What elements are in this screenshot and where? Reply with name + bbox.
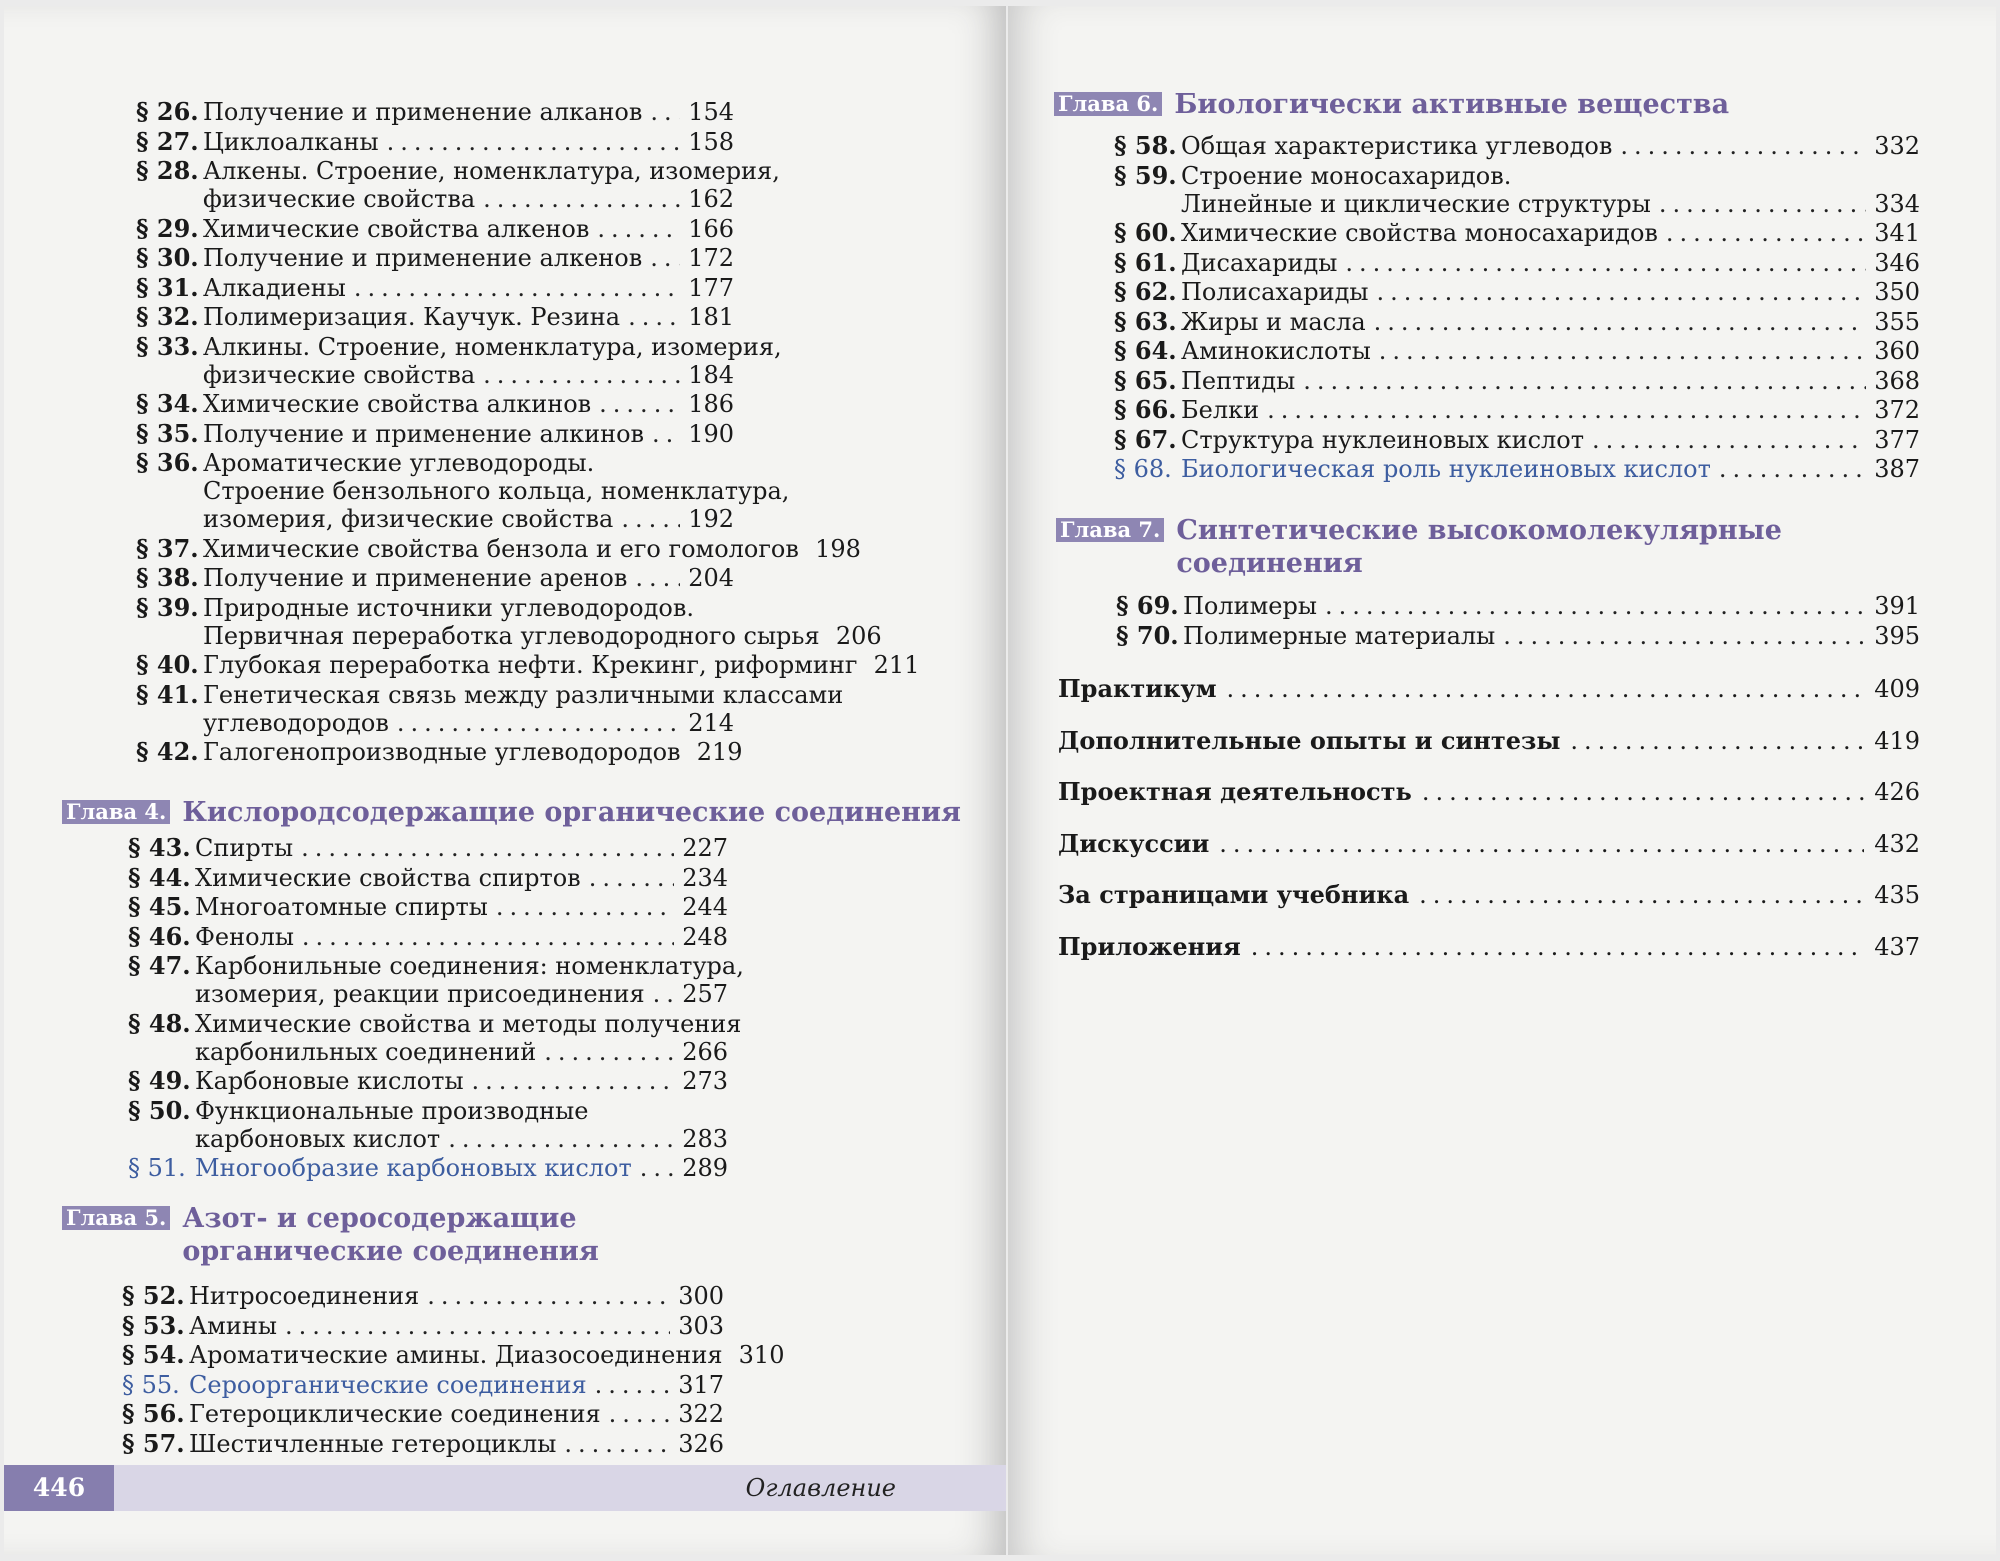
entry-title: Гетероциклические соединения <box>189 1400 601 1428</box>
section-number: § 63. <box>1114 306 1177 336</box>
entry-title: Практикум <box>1058 674 1217 703</box>
toc-entry <box>1114 308 1920 336</box>
section-number: § 67. <box>1114 424 1177 454</box>
page-ref: 300 <box>678 1282 724 1310</box>
entry-title: Сероорганические соединения <box>189 1370 587 1399</box>
page-ref: 437 <box>1874 932 1920 961</box>
leader-dots <box>397 709 680 737</box>
page-ref: 186 <box>688 390 734 418</box>
entry-title: Химические свойства и методы получения <box>195 1009 742 1038</box>
page-ref: 326 <box>678 1429 724 1458</box>
toc-entry <box>128 864 728 892</box>
leader-dots <box>1251 932 1864 962</box>
entry-title: Белки <box>1181 396 1260 424</box>
section-number: § 28. <box>136 156 199 185</box>
toc-entry <box>136 650 920 679</box>
page-ref: 244 <box>682 893 728 921</box>
leader-dots <box>653 980 674 1008</box>
leader-dots <box>1267 396 1866 424</box>
toc-entry <box>128 1097 728 1153</box>
page-ref: 409 <box>1874 675 1920 703</box>
page-ref: 198 <box>815 534 861 563</box>
entry-title: Амины <box>189 1311 277 1340</box>
page-ref: 360 <box>1874 337 1920 365</box>
running-title: Оглавление <box>745 1474 896 1502</box>
right-page <box>1008 6 1996 1555</box>
leader-dots <box>650 98 680 126</box>
page-ref: 192 <box>688 505 734 533</box>
leader-dots <box>1570 726 1864 756</box>
entry-title: Химические свойства моносахаридов <box>1181 219 1658 247</box>
page-ref: 177 <box>688 273 734 302</box>
toc-entry <box>122 1430 724 1458</box>
leader-dots <box>1503 622 1866 650</box>
toc-entry <box>122 1400 724 1428</box>
section-number: § 47. <box>128 951 191 980</box>
entry-title: Дискуссии <box>1058 828 1210 858</box>
page-ref: 211 <box>873 651 920 679</box>
entry-title: Дисахариды <box>1181 248 1338 277</box>
entry-title: Проектная деятельность <box>1058 777 1412 806</box>
page-ref: 355 <box>1874 307 1920 336</box>
entry-title: Структура нуклеиновых кислот <box>1181 425 1585 454</box>
entry-title: Линейные и циклические структуры <box>1181 189 1651 218</box>
section-number: § 46. <box>128 921 191 951</box>
leader-dots <box>1422 777 1864 807</box>
leader-dots <box>1620 132 1866 160</box>
section-number: § 44. <box>128 862 191 892</box>
section-number: § 45. <box>128 892 191 921</box>
chapter-badge: Глава 5. <box>62 1206 170 1230</box>
entry-title: Спирты <box>195 834 294 862</box>
chapter-heading <box>1054 88 1729 121</box>
entry-title: За страницами учебника <box>1058 880 1410 909</box>
section-number: § 41. <box>136 679 199 709</box>
leader-dots <box>1345 249 1866 277</box>
page-ref: 248 <box>682 922 728 951</box>
toc-entry <box>1116 592 1920 620</box>
entry-title: Природные источники углеводородов. <box>203 593 694 622</box>
page-ref: 432 <box>1874 829 1920 858</box>
leader-dots <box>427 1282 670 1310</box>
entry-title: Биологическая роль нуклеиновых кислот <box>1181 455 1711 483</box>
section-number: § 55. <box>122 1370 180 1399</box>
entry-title: Химические свойства бензола и его гомологов <box>203 534 799 563</box>
section-number: § 50. <box>128 1095 191 1125</box>
section-number: § 33. <box>136 331 199 361</box>
leader-dots <box>621 505 680 533</box>
section-number: § 59. <box>1114 160 1177 190</box>
entry-title: Аминокислоты <box>1181 337 1371 365</box>
chapter-badge: Глава 6. <box>1054 92 1162 116</box>
entry-title: Общая характеристика углеводов <box>1181 132 1613 160</box>
entry-title: Получение и применение алкинов <box>203 419 645 448</box>
entry-title: Химические свойства алкенов <box>203 214 590 243</box>
entry-title: Ароматические амины. Диазосоединения <box>189 1341 723 1369</box>
toc-entry <box>1114 337 1920 365</box>
toc-entry <box>136 420 734 448</box>
leader-dots <box>1227 674 1865 704</box>
section-number: § 66. <box>1114 395 1177 424</box>
section-number: § 52. <box>122 1281 185 1310</box>
page-ref: 283 <box>682 1124 728 1153</box>
toc-entry <box>136 244 734 272</box>
toc-entry <box>136 303 734 331</box>
entry-title: Генетическая связь между различными классами <box>203 680 844 709</box>
chapter-title: Синтетические высокомолекулярные соединения <box>1176 515 1782 579</box>
section-number: § 49. <box>128 1066 191 1095</box>
toc-entry <box>1114 132 1920 160</box>
page-ref: 317 <box>678 1370 724 1399</box>
chapter-badge: Глава 4. <box>62 800 170 824</box>
back-matter-entry <box>1058 880 1920 910</box>
toc-entry <box>136 274 734 302</box>
leader-dots <box>1719 455 1866 483</box>
entry-title: Нитросоединения <box>189 1282 420 1310</box>
entry-title: Шестичленные гетероциклы <box>189 1429 557 1458</box>
entry-title: Химические свойства алкинов <box>203 390 592 418</box>
page-ref: 158 <box>688 127 734 156</box>
toc-entry <box>136 331 782 389</box>
entry-title: Алкины. Строение, номенклатура, изомерия, <box>203 332 782 361</box>
section-number: § 64. <box>1114 336 1177 365</box>
chapter-title: Азот- и серосодержащие органические соединения <box>182 1203 599 1267</box>
entry-title: Получение и применение алканов <box>203 98 643 126</box>
leader-dots <box>1374 308 1866 336</box>
page-ref: 289 <box>682 1154 728 1182</box>
section-number: § 42. <box>136 737 199 766</box>
section-number: § 53. <box>122 1310 185 1340</box>
toc-entry <box>1114 426 1920 454</box>
toc-entry <box>122 1282 724 1310</box>
page-ref: 426 <box>1874 778 1920 806</box>
page-ref: 322 <box>678 1400 724 1428</box>
page-ref: 350 <box>1874 278 1920 306</box>
leader-dots <box>483 361 680 389</box>
toc-entry <box>136 448 790 533</box>
toc-entry <box>136 592 882 650</box>
leader-dots <box>302 923 674 951</box>
entry-title: Многоатомные спирты <box>195 893 488 921</box>
page-ref: 162 <box>688 185 734 213</box>
page-ref: 234 <box>682 863 728 892</box>
toc-entry <box>136 533 861 563</box>
leader-dots <box>1659 190 1866 218</box>
entry-title: Алкадиены <box>203 273 346 302</box>
toc-entry <box>128 834 728 862</box>
leader-dots <box>599 390 680 418</box>
leader-dots <box>387 128 680 156</box>
entry-title: Полимеризация. Каучук. Резина <box>203 303 621 331</box>
section-number: § 29. <box>136 213 199 243</box>
leader-dots <box>1379 337 1866 365</box>
chapter-heading <box>62 796 961 829</box>
toc-entry <box>136 679 844 737</box>
section-number: § 68. <box>1114 455 1172 483</box>
leader-dots <box>1325 592 1866 620</box>
leader-dots <box>472 1067 674 1095</box>
page-ref: 219 <box>696 738 743 766</box>
page-number: 446 <box>4 1465 114 1511</box>
page-ref: 341 <box>1874 219 1920 247</box>
toc-entry <box>1114 455 1920 483</box>
leader-dots <box>1376 278 1866 306</box>
leader-dots <box>564 1430 670 1458</box>
page-ref: 372 <box>1874 396 1920 424</box>
back-matter-entry <box>1058 674 1920 704</box>
leader-dots <box>640 1154 674 1182</box>
entry-title: Получение и применение алкенов <box>203 244 643 272</box>
toc-entry <box>122 1340 785 1369</box>
entry-title: физические свойства <box>203 185 476 213</box>
back-matter-entry <box>1058 726 1920 756</box>
entry-title: Циклоалканы <box>203 127 379 156</box>
page-ref: 273 <box>682 1067 728 1095</box>
toc-entry <box>1116 622 1920 650</box>
section-number: § 27. <box>136 126 199 156</box>
entry-title: Фенолы <box>195 922 294 951</box>
entry-title: Галогенопроизводные углеводородов <box>203 738 681 766</box>
leader-dots <box>544 1038 674 1066</box>
entry-title: углеводородов <box>203 708 389 737</box>
entry-title: карбонильных соединений <box>195 1037 537 1066</box>
leader-dots <box>496 893 674 921</box>
section-number: § 32. <box>136 302 199 331</box>
toc-entry <box>1114 162 1920 218</box>
entry-title: Функциональные производные <box>195 1096 589 1125</box>
leader-dots <box>1219 829 1864 859</box>
leader-dots <box>1666 219 1866 247</box>
toc-entry <box>136 390 734 418</box>
page-ref: 204 <box>688 564 734 592</box>
page-ref: 181 <box>688 303 734 331</box>
toc-entry <box>128 1008 742 1066</box>
toc-entry <box>128 893 728 921</box>
entry-title: Ароматические углеводороды. <box>203 449 595 477</box>
entry-title: изомерия, физические свойства <box>203 505 614 533</box>
entry-title: Карбонильные соединения: номенклатура, <box>195 952 744 980</box>
leader-dots <box>597 215 680 243</box>
toc-entry <box>1114 278 1920 306</box>
section-number: § 35. <box>136 418 199 448</box>
section-number: § 62. <box>1114 277 1177 306</box>
toc-entry <box>136 215 734 243</box>
section-number: § 70. <box>1116 620 1179 650</box>
page-ref: 435 <box>1874 881 1920 909</box>
toc-entry <box>128 951 744 1008</box>
leader-dots <box>483 185 680 213</box>
leader-dots <box>448 1125 674 1153</box>
toc-entry <box>122 1371 724 1399</box>
page-ref: 387 <box>1874 455 1920 483</box>
toc-entry <box>128 923 728 951</box>
left-page <box>4 6 1006 1555</box>
section-number: § 37. <box>136 533 199 563</box>
page-ref: 166 <box>688 214 734 243</box>
leader-dots <box>635 564 680 592</box>
section-number: § 61. <box>1114 247 1177 277</box>
toc-entry <box>136 156 780 213</box>
entry-title: Химические свойства спиртов <box>195 863 581 892</box>
toc-entry <box>1114 396 1920 424</box>
entry-title: Алкены. Строение, номенклатура, изомерия, <box>203 157 780 185</box>
toc-entry <box>136 128 734 156</box>
leader-dots <box>589 864 674 892</box>
section-number: § 56. <box>122 1399 185 1428</box>
page-ref: 377 <box>1874 425 1920 454</box>
page-ref: 172 <box>688 244 734 272</box>
entry-title: Полимеры <box>1183 592 1317 620</box>
section-number: § 69. <box>1116 591 1179 620</box>
toc-entry <box>136 737 743 766</box>
entry-title: Строение моносахаридов. <box>1181 161 1512 190</box>
entry-title: Строение бензольного кольца, номенклатура, <box>203 477 790 505</box>
page-ref: 154 <box>688 98 734 126</box>
section-number: § 39. <box>136 592 199 622</box>
page-ref: 266 <box>682 1037 728 1066</box>
chapter-title: Биологически активные вещества <box>1174 89 1730 120</box>
leader-dots <box>301 834 674 862</box>
leader-dots <box>652 420 680 448</box>
page-ref: 395 <box>1874 621 1920 650</box>
toc-entry <box>122 1312 724 1340</box>
page-ref: 303 <box>678 1311 724 1340</box>
page-ref: 368 <box>1874 366 1920 395</box>
leader-dots <box>609 1400 670 1428</box>
section-number: § 30. <box>136 243 199 272</box>
section-number: § 54. <box>122 1340 185 1369</box>
page-ref: 257 <box>682 980 728 1008</box>
entry-title: Дополнительные опыты и синтезы <box>1058 725 1561 755</box>
page-ref: 346 <box>1874 248 1920 277</box>
section-number: § 34. <box>136 389 199 418</box>
back-matter-entry <box>1058 932 1920 962</box>
entry-title: Многообразие карбоновых кислот <box>195 1154 632 1182</box>
toc-entry <box>128 1154 728 1182</box>
toc-entry <box>1114 219 1920 247</box>
page-ref: 419 <box>1874 726 1920 755</box>
leader-dots <box>354 274 680 302</box>
toc-entry <box>136 564 734 592</box>
leader-dots <box>1419 880 1864 910</box>
entry-title: изомерия, реакции присоединения <box>195 980 645 1008</box>
entry-title: Приложения <box>1058 931 1241 961</box>
chapter-title: Кислородсодержащие органические соединения <box>182 797 961 828</box>
page-ref: 334 <box>1874 189 1920 218</box>
section-number: § 40. <box>136 650 199 679</box>
section-number: § 31. <box>136 272 199 302</box>
chapter-badge: Глава 7. <box>1056 518 1164 542</box>
page-ref: 206 <box>835 621 882 650</box>
section-number: § 36. <box>136 448 199 477</box>
entry-title: Карбоновые кислоты <box>195 1067 464 1095</box>
footer-bar <box>4 1465 1006 1511</box>
leader-dots <box>285 1312 670 1340</box>
section-number: § 26. <box>136 97 199 126</box>
entry-title: Полисахариды <box>1181 278 1369 306</box>
toc-entry <box>1114 249 1920 277</box>
chapter-heading <box>62 1202 599 1268</box>
page-ref: 227 <box>682 834 728 862</box>
page-ref: 391 <box>1874 592 1920 620</box>
entry-title: Получение и применение аренов <box>203 564 628 592</box>
leader-dots <box>628 303 680 331</box>
section-number: § 58. <box>1114 131 1177 160</box>
chapter-heading <box>1056 514 1782 580</box>
page-ref: 214 <box>688 708 734 737</box>
page-ref: 310 <box>738 1341 785 1369</box>
back-matter-entry <box>1058 777 1920 807</box>
section-number: § 65. <box>1114 365 1177 395</box>
section-number: § 48. <box>128 1008 191 1038</box>
entry-title: Глубокая переработка нефти. Крекинг, риформинг <box>203 651 858 679</box>
page-ref: 332 <box>1874 132 1920 160</box>
section-number: § 51. <box>128 1154 186 1182</box>
section-number: § 38. <box>136 563 199 592</box>
entry-title: карбоновых кислот <box>195 1124 441 1153</box>
leader-dots <box>1303 367 1866 395</box>
toc-entry <box>1114 367 1920 395</box>
section-number: § 43. <box>128 833 191 862</box>
entry-title: физические свойства <box>203 360 476 389</box>
back-matter-entry <box>1058 829 1920 859</box>
leader-dots <box>1592 426 1866 454</box>
page-ref: 190 <box>688 419 734 448</box>
page-ref: 184 <box>688 360 734 389</box>
toc-entry <box>128 1067 728 1095</box>
entry-title: Жиры и масла <box>1181 307 1366 336</box>
toc-entry <box>136 98 734 126</box>
section-number: § 57. <box>122 1428 185 1458</box>
entry-title: Полимерные материалы <box>1183 621 1496 650</box>
entry-title: Пептиды <box>1181 366 1296 395</box>
entry-title: Первичная переработка углеводородного сырья <box>203 621 820 650</box>
leader-dots <box>650 244 680 272</box>
leader-dots <box>595 1371 670 1399</box>
section-number: § 60. <box>1114 218 1177 247</box>
